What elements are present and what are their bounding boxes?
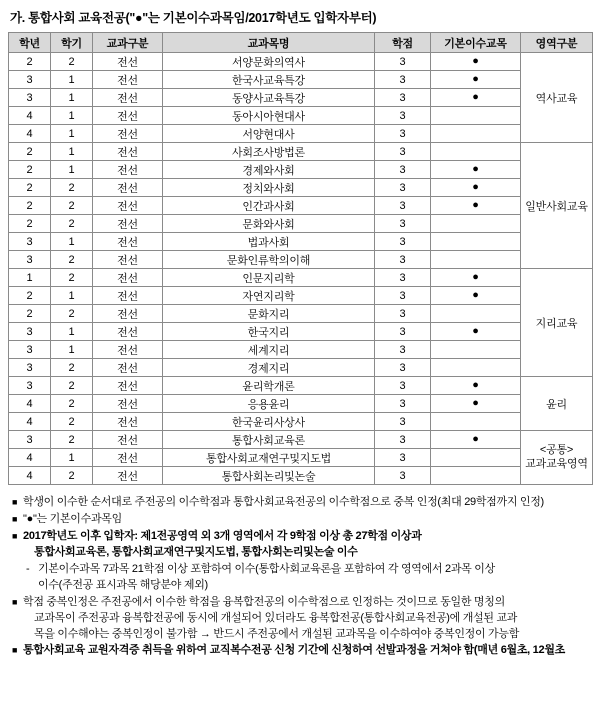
cell-subject: 문화인류학의이해 [163,251,375,269]
cell-credit: 3 [375,107,431,125]
cell-year: 3 [9,377,51,395]
table-row [9,197,593,215]
cell-credit: 3 [375,143,431,161]
cell-type: 전선 [93,449,163,467]
cell-type: 전선 [93,431,163,449]
cell-term: 1 [51,287,93,305]
cell-type: 전선 [93,287,163,305]
cell-type: 전선 [93,251,163,269]
cell-basic [431,143,521,161]
cell-basic [431,233,521,251]
note-item [12,512,592,528]
cell-year: 2 [9,143,51,161]
cell-basic: ● [431,71,521,89]
cell-type: 전선 [93,143,163,161]
table-row [9,161,593,179]
cell-type: 전선 [93,125,163,143]
cell-term: 2 [51,431,93,449]
cell-credit: 3 [375,233,431,251]
cell-area: 역사교육 [521,53,593,143]
table-row [9,71,593,89]
table-row [9,269,593,287]
header-term: 학기 [51,33,93,53]
note-line: 통합사회교육론, 통합사회교재연구및지도법, 통합사회논리및논술 이수 [34,545,358,558]
cell-subject: 경제와사회 [163,161,375,179]
cell-type: 전선 [93,233,163,251]
cell-credit: 3 [375,431,431,449]
cell-type: 전선 [93,305,163,323]
cell-basic: ● [431,89,521,107]
note-line: 2017학년도 이후 입학자: 제1전공영역 외 3개 영역에서 각 9학점 이상 총 27학점 이상과 [23,529,422,542]
header-basic: 기본이수교목 [431,33,521,53]
cell-term: 1 [51,89,93,107]
table-row [9,179,593,197]
cell-year: 2 [9,305,51,323]
cell-basic [431,215,521,233]
cell-credit: 3 [375,323,431,341]
course-table [8,32,593,485]
cell-subject: 경제지리 [163,359,375,377]
cell-credit: 3 [375,359,431,377]
cell-credit: 3 [375,53,431,71]
cell-subject: 인문지리학 [163,269,375,287]
cell-basic: ● [431,197,521,215]
cell-basic [431,413,521,431]
cell-type: 전선 [93,179,163,197]
cell-type: 전선 [93,215,163,233]
table-row [9,395,593,413]
table-header-row [9,33,593,53]
note-text [23,512,592,528]
cell-year: 2 [9,53,51,71]
cell-year: 3 [9,359,51,377]
table-row [9,143,593,161]
cell-credit: 3 [375,251,431,269]
cell-term: 2 [51,269,93,287]
note-text [23,643,592,659]
table-row [9,467,593,485]
note-text [38,562,592,594]
page-title: 가. 통합사회 교육전공("●"는 기본이수과목임/2017학년도 입학자부터) [10,11,377,25]
cell-credit: 3 [375,467,431,485]
table-row [9,305,593,323]
cell-term: 2 [51,467,93,485]
cell-area: 일반사회교육 [521,143,593,269]
cell-credit: 3 [375,377,431,395]
cell-subject: 통합사회교육론 [163,431,375,449]
cell-term: 1 [51,341,93,359]
cell-year: 3 [9,251,51,269]
cell-basic [431,359,521,377]
cell-type: 전선 [93,71,163,89]
cell-area [521,431,593,485]
table-row [9,125,593,143]
cell-basic [431,251,521,269]
cell-credit: 3 [375,449,431,467]
area-label-line1: <공통> [539,443,574,456]
cell-credit: 3 [375,269,431,287]
cell-subject: 자연지리학 [163,287,375,305]
cell-subject: 응용윤리 [163,395,375,413]
cell-year: 2 [9,287,51,305]
cell-term: 1 [51,161,93,179]
cell-subject: 정치와사회 [163,179,375,197]
cell-type: 전선 [93,359,163,377]
cell-basic [431,467,521,485]
cell-basic: ● [431,53,521,71]
cell-subject: 문화와사회 [163,215,375,233]
table-row [9,233,593,251]
cell-year: 4 [9,125,51,143]
table-row [9,377,593,395]
cell-subject: 동양사교육특강 [163,89,375,107]
bullet-marker-icon: ■ [12,645,18,656]
cell-term: 2 [51,305,93,323]
cell-term: 1 [51,125,93,143]
cell-basic [431,449,521,467]
cell-term: 2 [51,197,93,215]
cell-year: 3 [9,233,51,251]
cell-year: 1 [9,269,51,287]
note-item [12,495,592,511]
cell-subject: 법과사회 [163,233,375,251]
cell-type: 전선 [93,341,163,359]
table-row [9,215,593,233]
cell-credit: 3 [375,71,431,89]
cell-year: 3 [9,341,51,359]
note-line: 이수(주전공 표시과목 해당분야 제외) [38,578,208,591]
cell-type: 전선 [93,107,163,125]
note-subitem [26,562,592,594]
note-line: "●"는 기본이수과목임 [23,512,122,525]
cell-term: 2 [51,53,93,71]
cell-year: 4 [9,107,51,125]
cell-credit: 3 [375,89,431,107]
cell-credit: 3 [375,305,431,323]
cell-term: 2 [51,377,93,395]
cell-basic: ● [431,323,521,341]
cell-credit: 3 [375,125,431,143]
cell-type: 전선 [93,161,163,179]
note-text [23,495,592,511]
note-item [12,595,592,643]
cell-year: 3 [9,431,51,449]
cell-subject: 동아시아현대사 [163,107,375,125]
header-area: 영역구분 [521,33,593,53]
table-row [9,89,593,107]
cell-credit: 3 [375,215,431,233]
cell-term: 2 [51,215,93,233]
cell-type: 전선 [93,395,163,413]
cell-credit: 3 [375,179,431,197]
cell-credit: 3 [375,413,431,431]
cell-year: 3 [9,323,51,341]
dash-marker-icon: - [26,562,30,575]
table-row [9,107,593,125]
table-row [9,413,593,431]
note-line: 목을 이수해야는 중복인정이 불가함 → 반드시 주전공에서 개설된 교과목을 이수하여야 중복인정이 가능함 [34,627,520,640]
cell-term: 1 [51,71,93,89]
table-row [9,323,593,341]
cell-basic: ● [431,179,521,197]
note-line: 통합사회교육 교원자격증 취득을 위하여 교직복수전공 신청 기간에 신청하여 선발과정을 거쳐야 함(매년 6월초, 12월초 [23,644,565,657]
cell-subject: 서양문화의역사 [163,53,375,71]
table-row [9,251,593,269]
cell-subject: 서양현대사 [163,125,375,143]
cell-year: 4 [9,467,51,485]
cell-type: 전선 [93,377,163,395]
cell-basic: ● [431,161,521,179]
cell-subject: 한국윤리사상사 [163,413,375,431]
cell-credit: 3 [375,395,431,413]
cell-type: 전선 [93,323,163,341]
note-line: 교과목이 주전공과 융복합전공에 동시에 개설되어 있더라도 융복합전공(통합사회교육전공)에 개설된 교과 [34,611,518,624]
cell-basic [431,125,521,143]
note-line: 학점 중복인정은 주전공에서 이수한 학점을 융복합전공의 이수학점으로 인정하는 것이므로 동일한 명칭의 [23,595,505,608]
note-text [23,595,592,643]
cell-year: 2 [9,215,51,233]
bullet-marker-icon: ■ [12,497,18,507]
note-text [23,529,592,561]
cell-basic: ● [431,287,521,305]
cell-year: 3 [9,89,51,107]
header-credit: 학점 [375,33,431,53]
bullet-marker-icon: ■ [12,596,18,607]
area-label-line2: 교과교육영역 [525,457,588,470]
cell-area: 윤리 [521,377,593,431]
cell-type: 전선 [93,197,163,215]
table-body [9,53,593,485]
cell-year: 2 [9,197,51,215]
cell-subject: 인간과사회 [163,197,375,215]
cell-year: 4 [9,413,51,431]
table-row [9,341,593,359]
cell-term: 2 [51,179,93,197]
cell-term: 1 [51,107,93,125]
table-row [9,449,593,467]
cell-term: 2 [51,359,93,377]
cell-basic: ● [431,431,521,449]
cell-subject: 한국사교육특강 [163,71,375,89]
cell-term: 1 [51,449,93,467]
cell-basic: ● [431,377,521,395]
cell-term: 2 [51,395,93,413]
cell-year: 3 [9,71,51,89]
cell-basic [431,305,521,323]
cell-term: 1 [51,323,93,341]
notes-section [8,495,592,659]
cell-type: 전선 [93,53,163,71]
table-row [9,287,593,305]
cell-subject: 사회조사방법론 [163,143,375,161]
cell-year: 2 [9,179,51,197]
cell-type: 전선 [93,467,163,485]
header-type: 교과구분 [93,33,163,53]
cell-basic [431,341,521,359]
cell-credit: 3 [375,161,431,179]
cell-basic: ● [431,269,521,287]
cell-credit: 3 [375,197,431,215]
cell-type: 전선 [93,413,163,431]
cell-subject: 한국지리 [163,323,375,341]
cell-year: 4 [9,449,51,467]
cell-subject: 통합사회교재연구및지도법 [163,449,375,467]
cell-term: 2 [51,251,93,269]
cell-term: 2 [51,413,93,431]
cell-basic [431,107,521,125]
cell-subject: 통합사회논리및논술 [163,467,375,485]
cell-type: 전선 [93,89,163,107]
table-row [9,359,593,377]
cell-area: 지리교육 [521,269,593,377]
cell-subject: 세계지리 [163,341,375,359]
cell-year: 4 [9,395,51,413]
bullet-marker-icon: ■ [12,530,18,541]
note-line: 기본이수과목 7과목 21학점 이상 포함하여 이수(통합사회교육론을 포함하여 각 영역에서 2과목 이상 [38,562,495,575]
cell-year: 2 [9,161,51,179]
note-line: 학생이 이수한 순서대로 주전공의 이수학점과 통합사회교육전공의 이수학점으로 중복 인정(최대 29학점까지 인정) [23,496,544,508]
note-item [12,643,592,659]
cell-type: 전선 [93,269,163,287]
header-subject: 교과목명 [163,33,375,53]
table-row [9,53,593,71]
cell-subject: 윤리학개론 [163,377,375,395]
note-item [12,529,592,561]
cell-basic: ● [431,395,521,413]
cell-subject: 문화지리 [163,305,375,323]
table-row [9,431,593,449]
cell-credit: 3 [375,287,431,305]
cell-term: 1 [51,233,93,251]
cell-credit: 3 [375,341,431,359]
header-year: 학년 [9,33,51,53]
bullet-marker-icon: ■ [12,513,18,524]
cell-term: 1 [51,143,93,161]
